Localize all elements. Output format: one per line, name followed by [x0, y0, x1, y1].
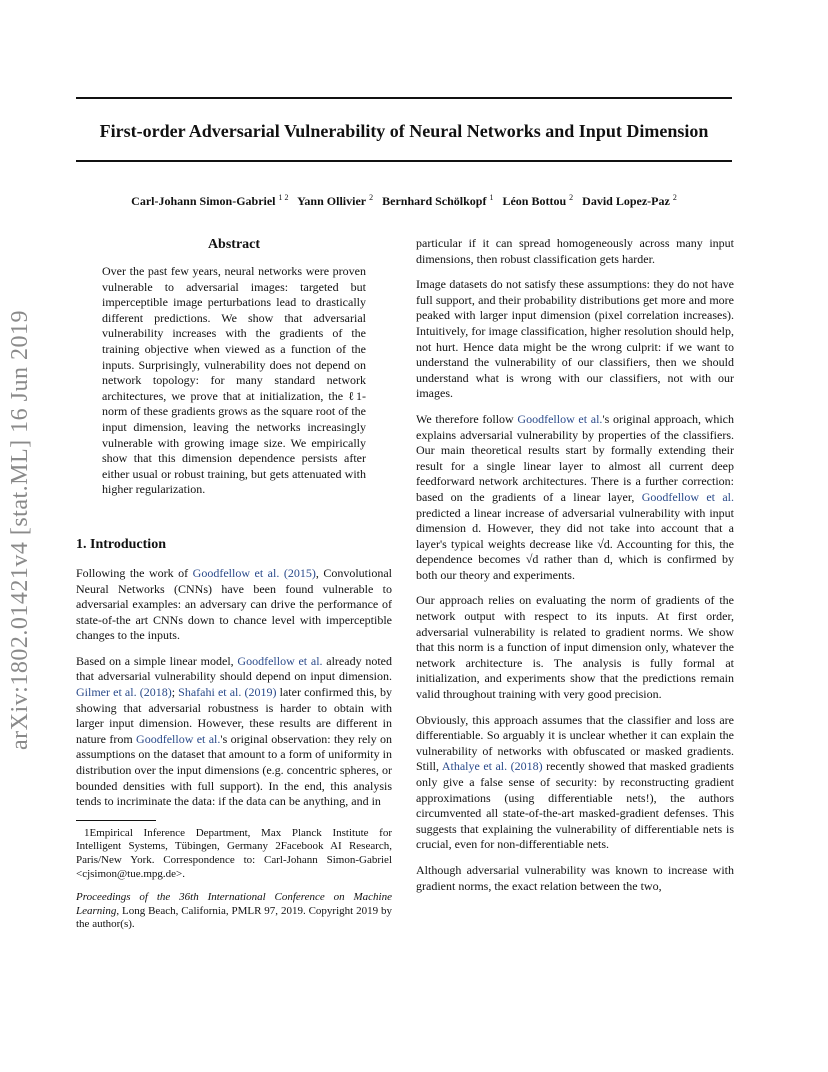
text-span: , Convolutional Neural Networks (CNNs) have been found vulnerable to adversarial examples: an adversary can drive the performance of state-of-the art CNNs down to chance level with imperceptible changes to the inputs.	[76, 565, 392, 643]
text-span: Based on a simple linear model,	[76, 653, 238, 668]
author-name: David Lopez-Paz	[582, 194, 670, 208]
author-name: Carl-Johann Simon-Gabriel	[131, 194, 276, 208]
author-list	[76, 190, 732, 209]
paragraph	[416, 412, 734, 584]
text-span: Obviously, this approach assumes that the classifier and loss are differentiable. So arguably it is unclear whether it can explain the vulnerability of networks with obfuscated or masked gradients. Still,	[416, 712, 734, 774]
proceedings-venue: Proceedings of the 36th International Conference on Machine Learning	[76, 891, 392, 917]
footnote-rule	[76, 820, 156, 821]
abstract-text: Over the past few years, neural networks were proven vulnerable to adversarial images: targeted but imperceptible image perturbations lead to drastically different predictions. We show that adversarial vulnerability increases with the gradients of the training objective when viewed as a function of the inputs. Surprisingly, vulnerability does not depend on network topology: for many standard network architectures, we prove that at initialization, the ℓ1-norm of these gradients grows as the square root of the input dimension, leaving the networks increasingly vulnerable with growing image size. We empirically show that this dimension dependence persists after either usual or robust training, but gets attenuated with higher regularization.	[102, 264, 366, 497]
author-affiliation: 1 2	[278, 193, 289, 202]
author-affiliation: 2	[369, 193, 374, 202]
text-span: We therefore follow	[416, 411, 518, 426]
paragraph: Our approach relies on evaluating the norm of gradients of the network output with respect to its inputs. At first order, adversarial vulnerability is related to gradient norms. We show that this norm is a function of input dimension only, whatever the network architecture is. The analysis is fully formal at initialization, and experiments show that the predictions remain valid throughout training with very good precision.	[416, 593, 734, 702]
text-span: later confirmed this, by showing that adversarial robustness is harder to obtain with larger input dimension. However, these results are different in nature from	[76, 685, 392, 746]
arxiv-stamp: arXiv:1802.01421v4 [stat.ML] 16 Jun 2019	[7, 310, 33, 750]
citation-link[interactable]: Goodfellow et al.	[237, 653, 323, 668]
paragraph: Although adversarial vulnerability was known to increase with gradient norms, the exact relation between the two,	[416, 862, 734, 893]
title-bottom-rule	[76, 160, 732, 162]
abstract-heading: Abstract	[207, 237, 261, 252]
paragraph	[416, 713, 734, 853]
paragraph: particular if it can spread homogeneously across many input dimensions, then robust classification gets harder.	[416, 236, 734, 266]
intro-paragraph-2	[76, 654, 392, 810]
citation-link[interactable]: Goodfellow et al. (2015)	[192, 565, 316, 580]
paper-title: First-order Adversarial Vulnerability of Neural Networks and Input Dimension	[99, 121, 709, 141]
text-span: 's original observation: they rely on assumptions on the dataset that amount to a form of uniformity in distribution over the input dimensions (e.g. concentric spheres, or bounded densities with full support). In the end, this analysis tends to incriminate the data: if the data can be anything, and in	[76, 731, 392, 809]
citation-link[interactable]: Gilmer et al. (2018)	[76, 685, 172, 700]
left-column	[76, 236, 392, 932]
author-name: Bernhard Schölkopf	[382, 194, 487, 208]
author-name: Yann Ollivier	[297, 194, 367, 208]
paragraph: Image datasets do not satisfy these assumptions: they do not have full support, and their probability distributions get more and more peaked with larger input dimension (pixel correlation increases). Intuitively, for image classification, higher resolution should help, not hurt. Hence data might be the wrong culprit: if we want to understand the vulnerability of our classifiers, then we should understand what is wrong with our classifiers, not with our images.	[416, 277, 734, 401]
right-column	[416, 236, 734, 904]
citation-link[interactable]: Goodfellow et al.	[641, 489, 734, 504]
citation-link[interactable]: Athalye et al. (2018)	[441, 759, 543, 774]
affiliation-footnote: 1Empirical Inference Department, Max Planck Institute for Intelligent Systems, Tübingen, Germany 2Facebook AI Research, Paris/New York. Correspondence to: Carl-Johann Simon-Gabriel <cjsimon@tue.mpg.de>.	[76, 826, 392, 880]
author-affiliation: 2	[672, 193, 677, 202]
author-affiliation: 1	[489, 193, 494, 202]
section-heading-introduction: 1. Introduction	[76, 536, 166, 552]
text-span: , Long Beach, California, PMLR 97, 2019. Copyright 2019 by the author(s).	[76, 904, 392, 931]
text-span: 's original approach, which explains adversarial vulnerability by properties of the classifiers. Our main theoretical results start by formally extending their result for a single linear layer to almost all current deep feedforward network architectures. There is a further correction: based on the gradients of a linear layer,	[416, 411, 734, 504]
text-span: predicted a linear increase of adversarial vulnerability with input dimension d. However, they did not take into account that a layer's typical weights decrease like √d. Accounting for this, the dependence becomes √d rather than d, which is confirmed by both our theory and experiments.	[416, 505, 734, 582]
text-span: Following the work of	[76, 565, 193, 580]
proceedings-note	[76, 891, 392, 932]
text-span: already noted that adversarial vulnerability should depend on input dimension.	[76, 653, 392, 684]
author-name: Léon Bottou	[502, 194, 567, 208]
top-rule	[76, 97, 732, 99]
citation-link[interactable]: Goodfellow et al.	[136, 731, 221, 746]
text-span: recently showed that masked gradients only give a false sense of security: by reconstructing gradient approximations (using differentiable nets!), the authors circumvented all state-of-the-art masked-gradient defenses. This suggests that explaining the vulnerability of differentiable nets is crucial, even for non-differentiable nets.	[416, 759, 734, 852]
text-span: ;	[171, 685, 179, 700]
citation-link[interactable]: Goodfellow et al.	[517, 411, 603, 426]
intro-paragraph-1	[76, 566, 392, 644]
citation-link[interactable]: Shafahi et al. (2019)	[178, 685, 277, 700]
author-affiliation: 2	[569, 193, 574, 202]
